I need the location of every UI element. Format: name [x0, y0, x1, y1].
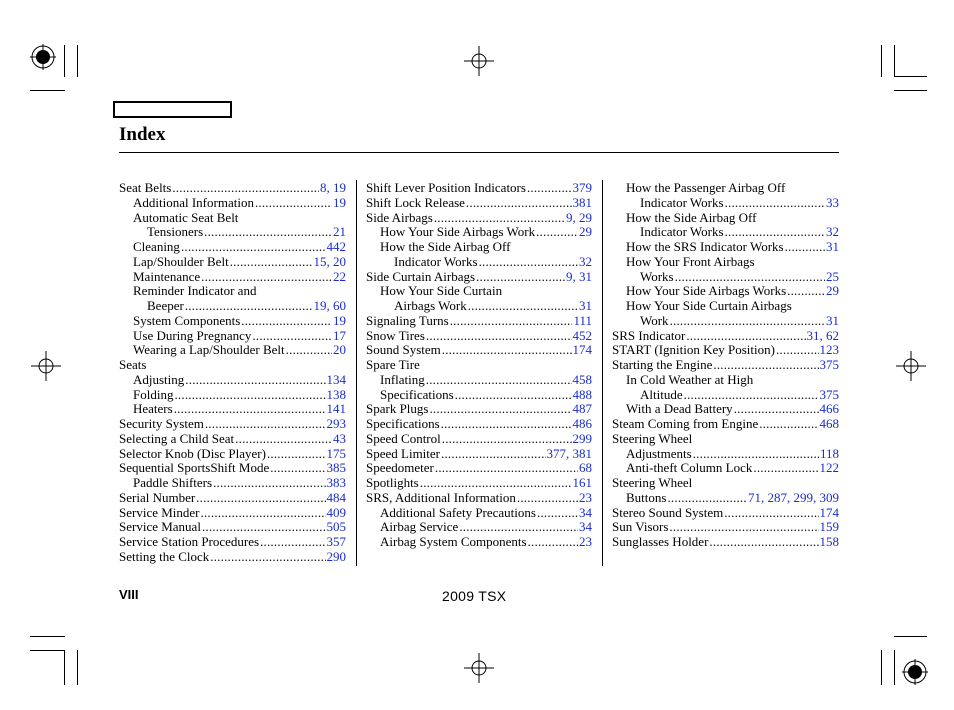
dot-leader — [670, 314, 825, 329]
dot-leader — [669, 520, 818, 535]
page-reference-link[interactable]: 31 — [826, 312, 839, 328]
dot-leader — [429, 402, 571, 417]
dot-leader — [536, 225, 578, 240]
page-reference-link[interactable]: 458 — [572, 371, 592, 387]
index-entry-label: Anti-theft Column Lock — [626, 460, 753, 476]
crosshair-mark-right — [896, 351, 926, 381]
index-entry — [612, 225, 839, 240]
dot-leader — [693, 447, 819, 462]
page-reference-link[interactable]: 43 — [333, 430, 346, 446]
index-entry — [612, 388, 839, 403]
index-heading — [612, 299, 839, 314]
index-entry-label: System Components — [133, 312, 241, 328]
index-entry-label: Starting the Engine — [612, 357, 713, 372]
index-entry-label: Sound System — [366, 342, 441, 358]
index-entry — [366, 299, 592, 314]
index-entry — [612, 314, 839, 329]
dot-leader — [201, 506, 326, 521]
index-entry-label: How Your Side Curtain — [380, 283, 503, 299]
page-reference-link[interactable]: 32 — [826, 224, 839, 240]
page-reference-link[interactable]: 9, 31 — [566, 268, 592, 284]
index-entry — [612, 506, 839, 521]
index-entry — [119, 314, 346, 329]
dot-leader — [787, 284, 825, 299]
index-column-3 — [612, 181, 839, 550]
index-entry-label: Side Curtain Airbags — [366, 268, 476, 284]
index-entry — [119, 550, 346, 565]
index-entry — [366, 270, 592, 285]
page-reference-link[interactable]: 118 — [819, 445, 839, 461]
index-entry — [612, 417, 839, 432]
index-entry — [366, 225, 592, 240]
dot-leader — [255, 196, 332, 211]
page-reference-link[interactable]: 175 — [326, 445, 346, 461]
index-entry — [119, 329, 346, 344]
page-reference-link[interactable]: 29 — [579, 224, 592, 240]
page-reference-link[interactable]: 159 — [819, 519, 839, 535]
index-entry — [612, 270, 839, 285]
index-entry-label: Service Minder — [119, 504, 200, 520]
index-entry-label: Use During Pregnancy — [133, 327, 252, 343]
page-reference-link[interactable]: 357 — [326, 534, 346, 549]
page-reference-link[interactable]: 486 — [572, 416, 592, 431]
index-entry-label: SRS Indicator — [612, 327, 686, 343]
registration-mark-top-left — [28, 42, 58, 72]
index-entry — [119, 299, 346, 314]
index-heading — [366, 284, 592, 299]
page-reference-link[interactable]: 383 — [326, 475, 346, 490]
index-entry-label: Altitude — [640, 386, 683, 402]
index-entry-label: Side Airbags — [366, 209, 433, 225]
index-entry — [612, 284, 839, 299]
index-entry — [119, 432, 346, 447]
page-reference-link[interactable]: 385 — [326, 460, 346, 476]
index-entry — [612, 461, 839, 476]
page-reference-link[interactable]: 23 — [579, 534, 592, 549]
dot-leader — [205, 417, 326, 432]
page-reference-link[interactable]: 122 — [819, 460, 839, 476]
page-reference-link[interactable]: 68 — [579, 460, 592, 476]
page-reference-link[interactable]: 174 — [572, 342, 592, 358]
index-entry — [366, 447, 592, 462]
index-entry — [119, 417, 346, 432]
dot-leader — [684, 388, 819, 403]
index-entry-label: With a Dead Battery — [626, 401, 733, 417]
index-entry-label: Seat Belts — [119, 180, 172, 195]
index-entry-label: Additional Information — [133, 194, 254, 210]
index-entry-label: Buttons — [626, 489, 667, 505]
index-entry — [366, 432, 592, 447]
dot-leader — [196, 491, 325, 506]
index-entry-label: In Cold Weather at High — [626, 371, 754, 387]
page-reference-link[interactable]: 293 — [326, 416, 346, 431]
dot-leader — [725, 196, 825, 211]
index-entry-label: Indicator Works — [394, 253, 478, 269]
dot-leader — [667, 491, 747, 506]
page-reference-link[interactable]: 379 — [572, 180, 592, 195]
page-reference-link[interactable]: 32 — [579, 253, 592, 269]
dot-leader — [181, 240, 326, 255]
index-entry-label: Beeper — [147, 298, 184, 313]
page-reference-link[interactable]: 299 — [572, 430, 592, 446]
page-reference-link[interactable]: 484 — [326, 489, 346, 505]
dot-leader — [442, 432, 572, 447]
index-entry — [366, 388, 592, 403]
page-reference-link[interactable]: 31 — [579, 298, 592, 313]
index-entry — [119, 491, 346, 506]
index-entry — [366, 255, 592, 270]
index-entry-label: Seats — [119, 357, 147, 372]
page-reference-link[interactable]: 161 — [572, 475, 592, 490]
page-reference-link[interactable]: 8, 19 — [320, 180, 346, 195]
page-reference-link[interactable]: 22 — [333, 268, 346, 284]
dot-leader — [441, 417, 572, 432]
index-heading — [612, 181, 839, 196]
page-reference-link[interactable]: 19 — [333, 194, 346, 210]
index-entry-label: Wearing a Lap/Shoulder Belt — [133, 342, 285, 358]
dot-leader — [528, 535, 578, 550]
dot-leader — [230, 255, 313, 270]
page-reference-link[interactable]: 34 — [579, 504, 592, 520]
page-reference-link[interactable]: 290 — [326, 548, 346, 564]
page-reference-link[interactable]: 375 — [819, 357, 839, 372]
index-entry — [612, 240, 839, 255]
index-entry-label: Steering Wheel — [612, 475, 693, 490]
index-entry — [119, 270, 346, 285]
page-reference-link[interactable]: 9, 29 — [566, 209, 592, 225]
index-entry — [119, 535, 346, 550]
index-entry-label: Snow Tires — [366, 327, 425, 343]
crosshair-mark-top — [464, 46, 494, 76]
dot-leader — [174, 388, 325, 403]
index-entry-label: Folding — [133, 386, 174, 402]
page-reference-link[interactable]: 488 — [572, 386, 592, 402]
dot-leader — [759, 417, 818, 432]
index-entry — [612, 329, 839, 344]
dot-leader — [468, 299, 578, 314]
index-entry-label: How Your Side Airbags Works — [626, 283, 787, 299]
index-entry — [119, 506, 346, 521]
index-entry — [612, 535, 839, 550]
page-reference-link[interactable]: 452 — [572, 327, 592, 343]
index-entry — [119, 255, 346, 270]
index-heading — [119, 284, 346, 299]
page-reference-link[interactable]: 71, 287, 299, 309 — [748, 489, 839, 505]
dot-leader — [442, 343, 572, 358]
dot-leader — [434, 211, 565, 226]
dot-leader — [476, 270, 565, 285]
index-column-2 — [366, 181, 592, 550]
page-reference-link[interactable]: 138 — [326, 386, 346, 402]
dot-leader — [172, 181, 319, 196]
page-reference-link[interactable]: 21 — [333, 224, 346, 240]
dot-leader — [776, 343, 819, 358]
dot-leader — [426, 329, 572, 344]
index-entry — [366, 314, 592, 329]
dot-leader — [213, 476, 325, 491]
index-heading — [612, 432, 839, 447]
dot-leader — [204, 225, 332, 240]
dot-leader — [709, 535, 818, 550]
index-entry-label: Steering Wheel — [612, 430, 693, 446]
dot-leader — [753, 461, 818, 476]
index-entry — [119, 476, 346, 491]
index-entry-label: Heaters — [133, 401, 173, 417]
index-entry — [612, 447, 839, 462]
index-entry-label: Sunglasses Holder — [612, 534, 709, 549]
index-entry — [119, 447, 346, 462]
page-reference-link[interactable]: 19 — [333, 312, 346, 328]
index-entry — [119, 520, 346, 535]
dot-leader — [537, 506, 578, 521]
page-reference-link[interactable]: 468 — [819, 416, 839, 431]
index-entry — [612, 520, 839, 535]
index-entry-label: How the Side Airbag Off — [380, 239, 511, 254]
index-heading — [612, 476, 839, 491]
page-reference-link[interactable]: 19, 60 — [313, 298, 346, 313]
dot-leader — [202, 520, 326, 535]
index-entry-label: Speed Limiter — [366, 445, 441, 461]
page-reference-link[interactable]: 23 — [579, 489, 592, 505]
index-entry — [119, 402, 346, 417]
index-entry-label: Adjustments — [626, 445, 692, 461]
index-entry-label: Paddle Shifters — [133, 475, 213, 490]
index-entry — [119, 388, 346, 403]
index-entry — [366, 535, 592, 550]
index-entry-label: Airbag Service — [380, 519, 459, 535]
index-entry — [612, 343, 839, 358]
index-entry — [366, 343, 592, 358]
dot-leader — [201, 270, 332, 285]
dot-leader — [174, 402, 326, 417]
dot-leader — [252, 329, 332, 344]
page-reference-link[interactable]: 25 — [826, 268, 839, 284]
index-entry-label: Cleaning — [133, 239, 180, 254]
index-entry-label: How Your Side Airbags Work — [380, 224, 536, 240]
index-entry-label: Specifications — [380, 386, 454, 402]
index-entry-label: Spark Plugs — [366, 401, 429, 417]
index-heading — [612, 255, 839, 270]
page-reference-link[interactable]: 487 — [572, 401, 592, 417]
index-heading — [119, 211, 346, 226]
dot-leader — [267, 447, 326, 462]
index-entry-label: Adjusting — [133, 371, 185, 387]
index-entry-label: Speedometer — [366, 460, 434, 476]
index-entry — [366, 520, 592, 535]
crosshair-mark-bottom — [464, 653, 494, 683]
dot-leader — [260, 535, 325, 550]
page-reference-link[interactable]: 174 — [819, 504, 839, 520]
index-entry-label: Additional Safety Precautions — [380, 504, 536, 520]
page-reference-link[interactable]: 31 — [826, 239, 839, 254]
index-entry — [119, 181, 346, 196]
index-entry — [366, 329, 592, 344]
index-entry-label: Tensioners — [147, 224, 204, 240]
dot-leader — [686, 329, 805, 344]
dot-leader — [527, 181, 572, 196]
index-entry-label: Indicator Works — [640, 194, 724, 210]
section-tab-box — [113, 101, 232, 118]
index-entry — [119, 225, 346, 240]
footer-model: 2009 TSX — [442, 588, 507, 604]
index-column-1 — [119, 181, 346, 565]
index-entry-label: Airbag System Components — [380, 534, 527, 549]
column-divider-1 — [356, 180, 357, 566]
crosshair-mark-left — [31, 351, 61, 381]
index-entry — [612, 491, 839, 506]
index-entry — [366, 196, 592, 211]
page-reference-link[interactable]: 375 — [819, 386, 839, 402]
page-reference-link[interactable]: 134 — [326, 371, 346, 387]
title-rule — [119, 152, 839, 153]
page-reference-link[interactable]: 158 — [819, 534, 839, 549]
index-entry-label: Spare Tire — [366, 357, 420, 372]
dot-leader — [459, 520, 578, 535]
dot-leader — [450, 314, 573, 329]
index-entry-label: Lap/Shoulder Belt — [133, 253, 229, 269]
dot-leader — [441, 447, 545, 462]
index-entry-label: How the Passenger Airbag Off — [626, 180, 786, 195]
page-reference-link[interactable]: 123 — [819, 342, 839, 358]
page-reference-link[interactable]: 33 — [826, 194, 839, 210]
index-heading — [366, 240, 592, 255]
page-reference-link[interactable]: 15, 20 — [313, 253, 346, 269]
index-entry — [366, 506, 592, 521]
index-entry-label: Work — [640, 312, 669, 328]
dot-leader — [270, 461, 325, 476]
index-entry — [119, 343, 346, 358]
index-entry — [612, 358, 839, 373]
index-entry-label: Sun Visors — [612, 519, 669, 535]
dot-leader — [713, 358, 818, 373]
index-heading — [612, 373, 839, 388]
index-entry — [366, 211, 592, 226]
dot-leader — [466, 196, 572, 211]
page-reference-link[interactable]: 111 — [573, 312, 592, 328]
dot-leader — [479, 255, 578, 270]
page-reference-link[interactable]: 505 — [326, 519, 346, 535]
page-reference-link[interactable]: 381 — [572, 194, 592, 210]
page-reference-link[interactable]: 34 — [579, 519, 592, 535]
index-entry-label: Stereo Sound System — [612, 504, 724, 520]
dot-leader — [210, 550, 325, 565]
dot-leader — [235, 432, 332, 447]
index-entry-label: Sequential SportsShift Mode — [119, 460, 270, 476]
page-reference-link[interactable]: 466 — [819, 401, 839, 417]
index-entry-label: Maintenance — [133, 268, 201, 284]
dot-leader — [185, 373, 325, 388]
page-reference-link[interactable]: 31, 62 — [806, 327, 839, 343]
index-heading — [119, 358, 346, 373]
index-entry-label: Reminder Indicator and — [133, 283, 257, 299]
page-reference-link[interactable]: 29 — [826, 283, 839, 299]
dot-leader — [426, 373, 572, 388]
page-reference-link[interactable]: 141 — [326, 401, 346, 417]
dot-leader — [734, 402, 819, 417]
dot-leader — [517, 491, 578, 506]
index-entry-label: How Your Front Airbags — [626, 253, 755, 269]
dot-leader — [435, 461, 578, 476]
index-entry — [119, 373, 346, 388]
index-entry — [366, 373, 592, 388]
column-divider-2 — [602, 180, 603, 566]
dot-leader — [455, 388, 572, 403]
index-entry-label: Security System — [119, 416, 204, 431]
index-entry-label: SRS, Additional Information — [366, 489, 516, 505]
index-entry — [366, 476, 592, 491]
index-entry — [366, 417, 592, 432]
index-entry-label: Airbags Work — [394, 298, 467, 313]
index-entry-label: Service Station Procedures — [119, 534, 260, 549]
index-entry-label: Works — [640, 268, 674, 284]
dot-leader — [420, 476, 572, 491]
page-reference-link[interactable]: 377, 381 — [546, 445, 592, 461]
page-number: VIII — [119, 587, 139, 602]
index-entry-label: Shift Lever Position Indicators — [366, 180, 526, 195]
index-entry — [119, 240, 346, 255]
page-reference-link[interactable]: 409 — [326, 504, 346, 520]
index-entry-label: Automatic Seat Belt — [133, 209, 239, 225]
dot-leader — [286, 343, 332, 358]
index-entry — [366, 491, 592, 506]
page-reference-link[interactable]: 442 — [326, 239, 346, 254]
index-entry-label: Inflating — [380, 371, 425, 387]
index-entry-label: Shift Lock Release — [366, 194, 465, 210]
index-entry-label: Specifications — [366, 416, 440, 431]
dot-leader — [675, 270, 825, 285]
index-entry — [366, 402, 592, 417]
index-entry-label: Service Manual — [119, 519, 201, 535]
index-entry-label: Serial Number — [119, 489, 196, 505]
index-heading — [366, 358, 592, 373]
index-entry — [366, 461, 592, 476]
index-entry-label: START (Ignition Key Position) — [612, 342, 775, 358]
dot-leader — [725, 225, 825, 240]
page-title: Index — [119, 124, 166, 145]
index-entry-label: Steam Coming from Engine — [612, 416, 759, 431]
page-reference-link[interactable]: 20 — [333, 342, 346, 358]
dot-leader — [185, 299, 313, 314]
index-entry-label: Signaling Turns — [366, 312, 449, 328]
index-entry — [366, 181, 592, 196]
index-entry-label: How the Side Airbag Off — [626, 209, 757, 225]
index-entry — [119, 461, 346, 476]
index-entry-label: Speed Control — [366, 430, 441, 446]
page-reference-link[interactable]: 17 — [333, 327, 346, 343]
registration-mark-bottom-right — [900, 657, 930, 687]
index-entry-label: Setting the Clock — [119, 548, 210, 564]
dot-leader — [785, 240, 825, 255]
index-entry-label: Selector Knob (Disc Player) — [119, 445, 266, 461]
index-heading — [612, 211, 839, 226]
index-entry — [612, 196, 839, 211]
index-entry-label: Spotlights — [366, 475, 419, 490]
dot-leader — [241, 314, 332, 329]
index-entry-label: How the SRS Indicator Works — [626, 239, 784, 254]
dot-leader — [724, 506, 818, 521]
index-entry-label: Selecting a Child Seat — [119, 430, 235, 446]
index-entry — [119, 196, 346, 211]
index-entry — [612, 402, 839, 417]
index-entry-label: Indicator Works — [640, 224, 724, 240]
index-entry-label: How Your Side Curtain Airbags — [626, 298, 792, 313]
